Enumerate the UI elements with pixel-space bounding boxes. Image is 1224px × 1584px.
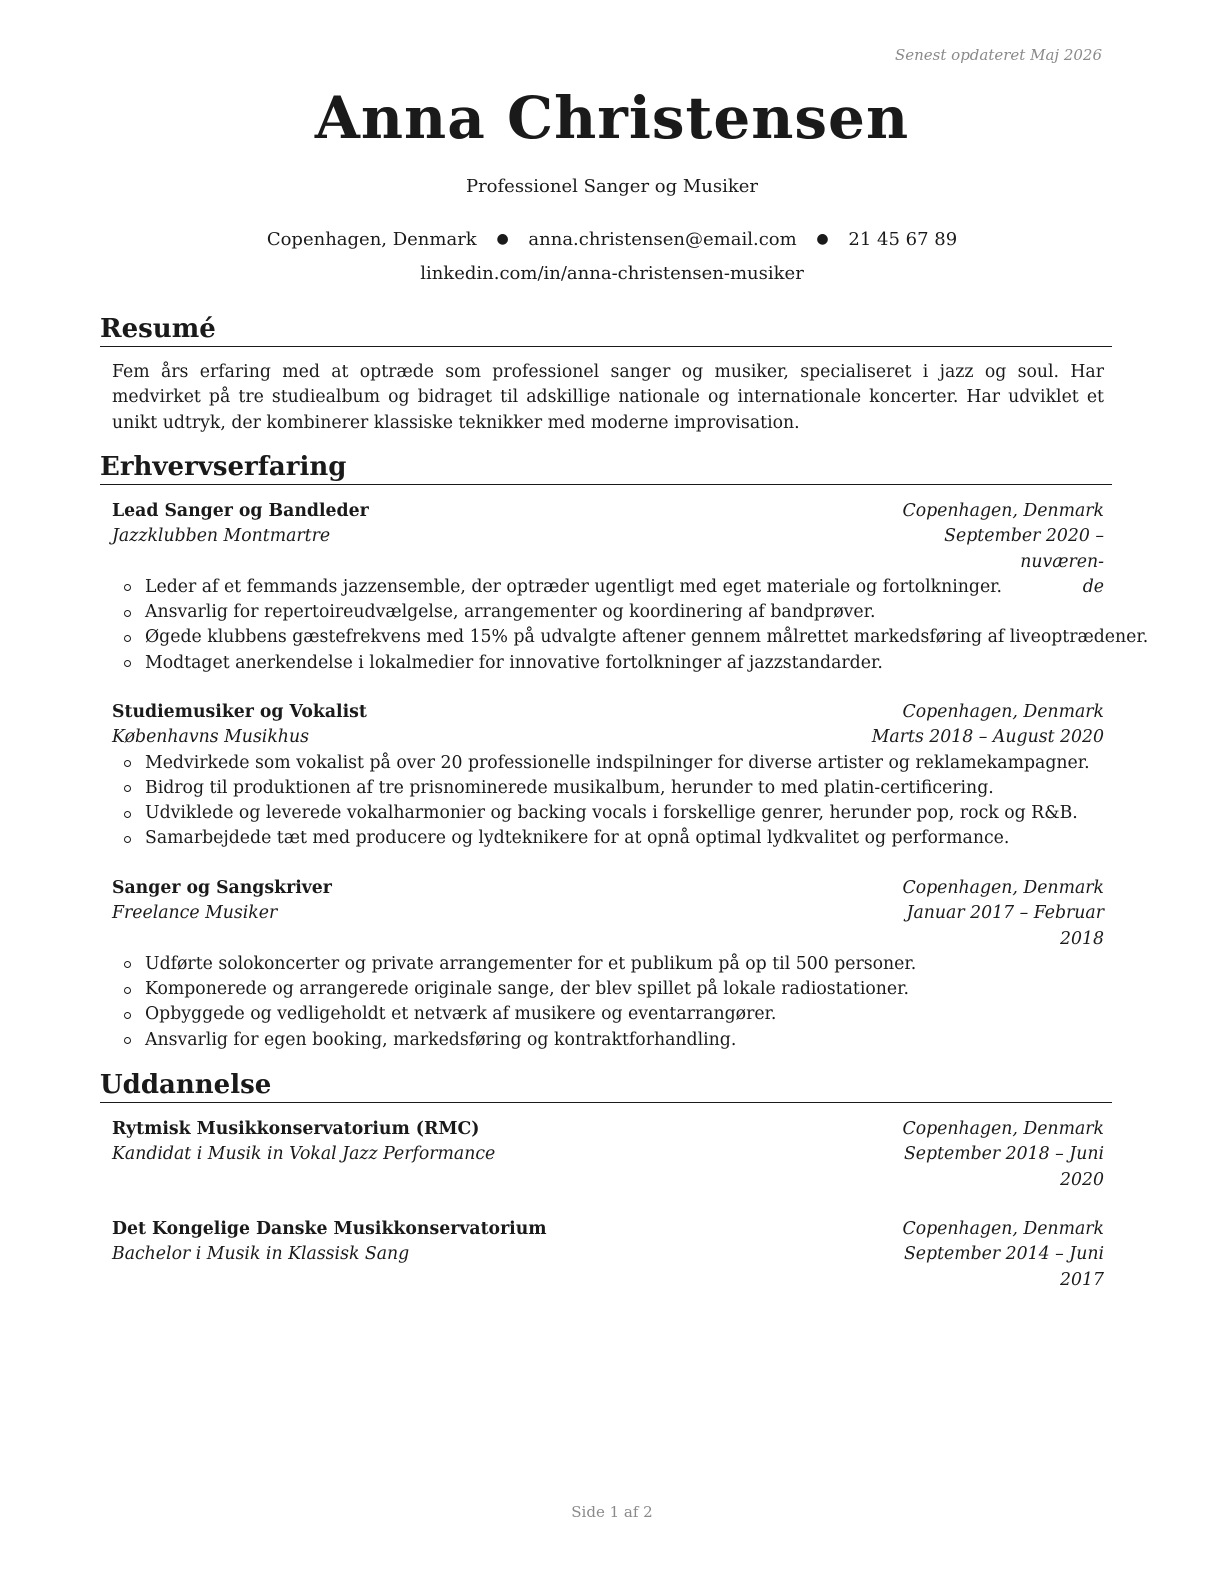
job-title: Sanger og Sangskriver <box>112 878 332 898</box>
job-entry <box>112 499 1149 676</box>
job-date-line: September 2020 – nuværen- <box>944 526 1104 572</box>
job-entry <box>112 700 1104 852</box>
list-item <box>112 1002 1104 1027</box>
job-date <box>869 901 1104 952</box>
job-title: Studiemusiker og Vokalist <box>112 702 367 722</box>
list-item <box>112 977 1104 1002</box>
circle-bullet-icon <box>124 660 131 667</box>
contact-location: Copenhagen, Denmark <box>266 229 477 250</box>
job-bullet-list <box>112 751 1104 852</box>
school-date-line: September 2018 – Juni <box>903 1144 1104 1165</box>
contact-phone: 21 45 67 89 <box>848 229 958 250</box>
job-company: Københavns Musikhus <box>112 727 309 748</box>
list-item-text: Øgede klubbens gæstefrekvens med 15% på udvalgte aftener gennem målrettet markedsføring af liveoptrædener. <box>145 627 1149 648</box>
circle-bullet-icon <box>124 1037 131 1044</box>
summary-text: Fem års erfaring med at optræde som professionel sanger og musiker, specialiseret i jazz og soul. Har medvirket på tre studiealbum og bidraget til adskillige nationale og internationale koncerter. Har udviklet et unikt udtryk, der kombinerer klassiske teknikker med moderne improvisation. <box>112 362 1104 433</box>
job-date-line: de <box>1082 576 1104 597</box>
school-location: Copenhagen, Denmark <box>902 1219 1104 1239</box>
education-entry <box>112 1217 1104 1293</box>
list-item <box>112 801 1104 826</box>
school-date <box>869 1142 1104 1193</box>
job-location: Copenhagen, Denmark <box>902 878 1104 898</box>
job-location: Copenhagen, Denmark <box>902 501 1104 521</box>
section-heading-experience: Erhvervserfaring <box>100 451 1112 485</box>
list-item-text: Medvirkede som vokalist på over 20 professionelle indspilninger for diverse artister og reklamekampagner. <box>145 752 1090 773</box>
list-item-text: Opbyggede og vedligeholdt et netværk af musikere og eventarrangører. <box>145 1004 777 1025</box>
school-degree: Kandidat i Musik in Vokal Jazz Performance <box>112 1144 496 1165</box>
school-date <box>869 1242 1104 1293</box>
job-company: Freelance Musiker <box>112 903 278 924</box>
list-item-text: Udførte solokoncerter og private arrangementer for et publikum på op til 500 personer. <box>145 953 917 974</box>
list-item-text: Bidrog til produktionen af tre prisnominerede musikalbum, herunder to med platin-certificering. <box>145 777 994 798</box>
school-date-line: 2020 <box>1060 1169 1104 1190</box>
job-date: Marts 2018 – August 2020 <box>871 727 1104 748</box>
list-item <box>112 751 1104 776</box>
list-item-text: Leder af et femmands jazzensemble, der optræder ugentligt med eget materiale og fortolkninger. <box>145 576 1003 597</box>
job-date-line: Januar 2017 – Februar <box>906 903 1104 924</box>
circle-bullet-icon <box>124 836 131 843</box>
job-location: Copenhagen, Denmark <box>902 702 1104 722</box>
job-bullet-list <box>112 952 1104 1053</box>
list-item-text: Modtaget anerkendelse i lokalmedier for innovative fortolkninger af jazzstandarder. <box>145 652 883 673</box>
list-item <box>112 651 1104 676</box>
job-bullet-list <box>112 575 1149 676</box>
job-date-line: 2018 <box>1060 928 1104 949</box>
list-item <box>112 952 1104 977</box>
circle-bullet-icon <box>124 961 131 968</box>
circle-bullet-icon <box>124 811 131 818</box>
school-name: Rytmisk Musikkonservatorium (RMC) <box>112 1119 480 1139</box>
bullet-separator-icon: ● <box>816 231 829 247</box>
contact-line <box>0 229 1224 250</box>
school-name: Det Kongelige Danske Musikkonservatorium <box>112 1219 547 1239</box>
circle-bullet-icon <box>124 760 131 767</box>
last-updated-note: Senest opdateret Maj 2026 <box>894 46 1102 64</box>
page-number: Side 1 af 2 <box>571 1503 653 1521</box>
circle-bullet-icon <box>124 584 131 591</box>
candidate-name: Anna Christensen <box>314 84 910 152</box>
list-item <box>112 776 1104 801</box>
job-company: Jazzklubben Montmartre <box>112 526 331 547</box>
list-item <box>112 1028 1104 1053</box>
section-heading-education: Uddannelse <box>100 1069 1112 1103</box>
circle-bullet-icon <box>124 610 131 617</box>
circle-bullet-icon <box>124 987 131 994</box>
contact-linkedin[interactable]: linkedin.com/in/anna-christensen-musiker <box>420 263 804 284</box>
job-title: Lead Sanger og Bandleder <box>112 501 369 521</box>
list-item <box>112 625 1149 650</box>
school-date-line: 2017 <box>1060 1269 1104 1290</box>
school-date-line: September 2014 – Juni <box>903 1244 1104 1265</box>
circle-bullet-icon <box>124 1012 131 1019</box>
job-entry <box>112 876 1104 1053</box>
list-item <box>112 600 1104 625</box>
list-item-text: Ansvarlig for repertoireudvælgelse, arrangementer og koordinering af bandprøver. <box>145 602 876 623</box>
contact-email[interactable]: anna.christensen@email.com <box>528 229 797 250</box>
school-degree: Bachelor i Musik in Klassisk Sang <box>112 1244 410 1265</box>
list-item-text: Samarbejdede tæt med producere og lydteknikere for at opnå optimal lydkvalitet og performance. <box>145 828 1010 849</box>
circle-bullet-icon <box>124 635 131 642</box>
list-item-text: Komponerede og arrangerede originale sange, der blev spillet på lokale radiostationer. <box>145 979 910 1000</box>
candidate-subtitle: Professionel Sanger og Musiker <box>465 176 759 197</box>
section-heading-summary: Resumé <box>100 313 1112 347</box>
list-item <box>112 826 1104 851</box>
circle-bullet-icon <box>124 785 131 792</box>
list-item-text: Ansvarlig for egen booking, markedsføring og kontraktforhandling. <box>145 1029 737 1050</box>
list-item <box>112 575 1104 600</box>
education-entry <box>112 1117 1104 1193</box>
school-location: Copenhagen, Denmark <box>902 1119 1104 1139</box>
list-item-text: Udviklede og leverede vokalharmonier og backing vocals i forskellige genrer, herunder pop, rock og R&B. <box>145 803 1078 824</box>
bullet-separator-icon: ● <box>496 231 509 247</box>
